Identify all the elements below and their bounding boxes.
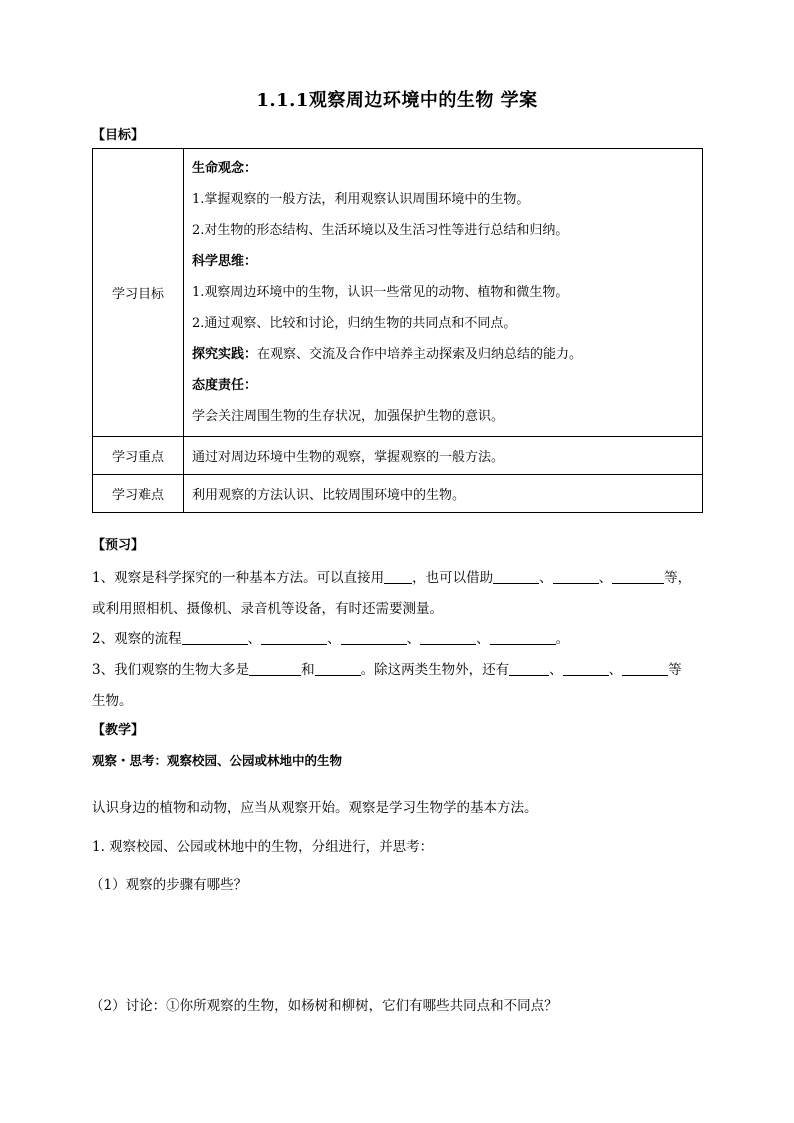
- fill-blank[interactable]: [384, 569, 412, 584]
- preview-question-3-cont: 生物。: [92, 693, 133, 709]
- objective-line: 1.掌握观察的一般方法，利用观察认识周围环境中的生物。: [192, 192, 530, 207]
- question-text: 、: [406, 631, 421, 647]
- question-text: 、: [247, 631, 262, 647]
- fill-blank[interactable]: [553, 569, 599, 584]
- teaching-question-b: （2）讨论：①你所观察的生物，如杨树和柳树，它们有哪些共同点和不同点？: [90, 998, 558, 1014]
- question-text: 、: [549, 662, 563, 678]
- objective-line: 2.对生物的形态结构、生活环境以及生活习性等进行总结和归纳。: [192, 223, 569, 238]
- fill-blank[interactable]: [261, 630, 327, 645]
- goals-row-objectives: [93, 149, 703, 437]
- fill-blank[interactable]: [622, 661, 668, 676]
- objective-line: 学会关注周围生物的生存状况，加强保护生物的意识。: [192, 409, 505, 424]
- page-title: 1.1.1观察周边环境中的生物 学案: [256, 90, 538, 111]
- fill-blank[interactable]: [509, 661, 549, 676]
- fill-blank[interactable]: [612, 569, 664, 584]
- goals-row-difficulties: [93, 475, 703, 513]
- question-text: 3、我们观察的生物大多是: [92, 662, 250, 678]
- question-text: 2、观察的流程: [92, 631, 182, 647]
- teaching-intro: 认识身边的植物和动物，应当从观察开始。观察是学习生物学的基本方法。: [92, 800, 538, 816]
- preview-question-3: [92, 658, 682, 678]
- activity-title: 观察・思考：观察校园、公园或林地中的生物: [92, 753, 343, 768]
- goals-table: [92, 148, 703, 513]
- objective-heading-inline: 探究实践：: [192, 347, 258, 362]
- fill-blank[interactable]: [420, 630, 476, 645]
- fill-blank[interactable]: [493, 569, 539, 584]
- label-key-points: 学习重点: [93, 437, 184, 475]
- fill-blank[interactable]: [490, 630, 556, 645]
- teaching-step-1: 1. 观察校园、公园或林地中的生物，分组进行，并思考：: [92, 839, 434, 855]
- question-text: 。除这两类生物外，还有: [360, 662, 510, 678]
- objectives-content: [184, 149, 703, 437]
- question-text: 等，: [664, 570, 692, 586]
- section-heading-goals: 【目标】: [92, 128, 145, 143]
- question-text: 、: [327, 631, 341, 647]
- section-heading-teaching: 【教学】: [92, 723, 145, 738]
- objective-heading: 科学思维：: [192, 254, 258, 269]
- question-text: 。: [555, 631, 570, 647]
- teaching-question-a: （1）观察的步骤有哪些？: [90, 877, 248, 893]
- fill-blank[interactable]: [341, 630, 407, 645]
- objective-line: 1.观察周边环境中的生物，认识一些常见的动物、植物和微生物。: [192, 285, 569, 300]
- difficulties-content: 利用观察的方法认识、比较周围环境中的生物。: [184, 475, 703, 513]
- question-text: 1、观察是科学探究的一种基本方法。可以直接用: [92, 570, 385, 586]
- preview-question-1-cont: 或利用照相机、摄像机、录音机等设备，有时还需要测量。: [92, 601, 443, 617]
- label-objectives: 学习目标: [93, 149, 184, 437]
- question-text: 、: [539, 570, 553, 586]
- question-text: 和: [301, 662, 315, 678]
- key-points-content: 通过对周边环境中生物的观察，掌握观察的一般方法。: [184, 437, 703, 475]
- question-text: 、: [608, 662, 623, 678]
- preview-question-2: [92, 627, 569, 647]
- objective-heading: 态度责任：: [192, 378, 258, 393]
- label-difficulties: 学习难点: [93, 475, 184, 513]
- question-text: ，也可以借助: [412, 570, 494, 586]
- question-text: 、: [476, 631, 490, 647]
- objective-heading: 生命观念：: [192, 161, 258, 176]
- fill-blank[interactable]: [182, 630, 248, 645]
- objective-line-inline: [192, 339, 694, 370]
- question-text: 、: [598, 570, 613, 586]
- preview-question-1: [92, 566, 691, 586]
- fill-blank[interactable]: [249, 661, 301, 676]
- objective-inline-text: 在观察、交流及合作中培养主动探索及归纳总结的能力。: [257, 347, 583, 362]
- fill-blank[interactable]: [315, 661, 361, 676]
- fill-blank[interactable]: [563, 661, 609, 676]
- objective-line: 2.通过观察、比较和讨论，归纳生物的共同点和不同点。: [192, 316, 517, 331]
- section-heading-preview: 【预习】: [92, 538, 145, 553]
- question-text: 等: [668, 662, 682, 678]
- goals-row-key-points: [93, 437, 703, 475]
